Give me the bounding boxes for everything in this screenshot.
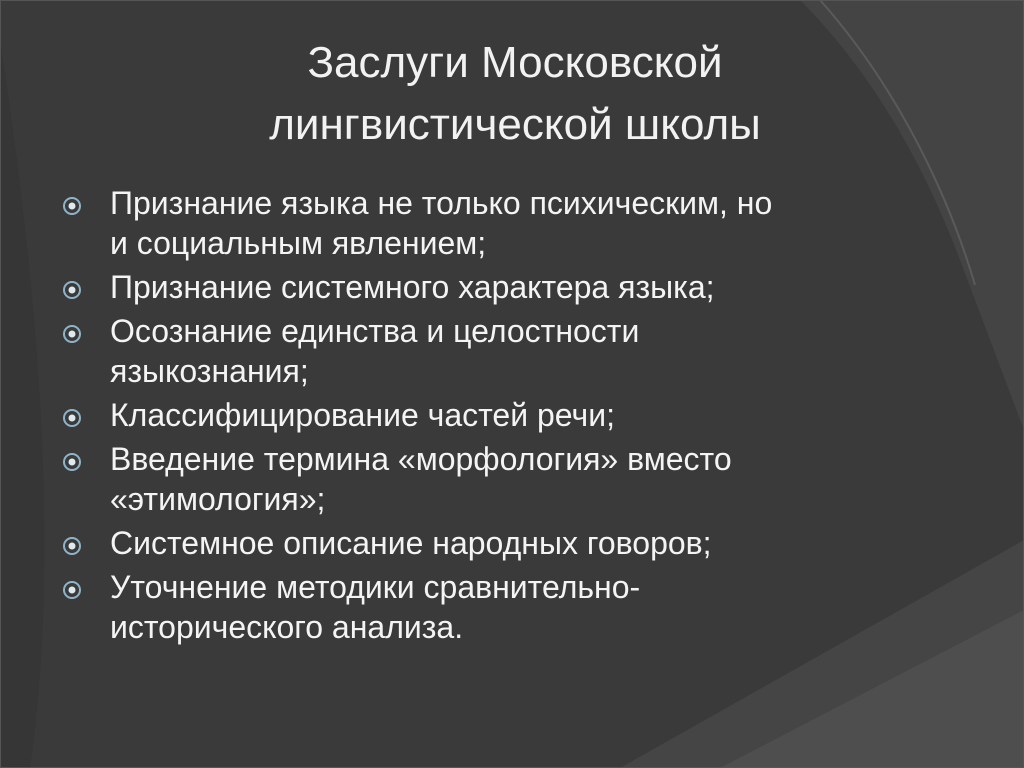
slide-title-line-2: лингвистической школы xyxy=(269,100,761,149)
bullet-text: Признание языка не только психическим, но и социальным явлением; xyxy=(110,185,773,261)
bullet-item xyxy=(62,439,962,519)
circled-dot-icon xyxy=(62,196,82,216)
bullet-item xyxy=(62,395,962,435)
bullet-item xyxy=(62,523,962,563)
bullet-item xyxy=(62,567,962,647)
bullet-list xyxy=(62,183,962,651)
bullet-item xyxy=(62,183,962,263)
slide-title xyxy=(165,32,865,156)
circled-dot-icon xyxy=(62,280,82,300)
circled-dot-icon xyxy=(62,536,82,556)
circled-dot-icon xyxy=(62,408,82,428)
bullet-text: Системное описание народных говоров; xyxy=(110,525,712,561)
bullet-item xyxy=(62,267,962,307)
slide-title-line-1: Заслуги Московской xyxy=(307,38,723,87)
bullet-text: Классифицирование частей речи; xyxy=(110,397,615,433)
circled-dot-icon xyxy=(62,580,82,600)
bullet-text: Признание системного характера языка; xyxy=(110,269,715,305)
bullet-item xyxy=(62,311,962,391)
bullet-text: Осознание единства и целостности языкознания; xyxy=(110,313,640,389)
bullet-text: Введение термина «морфология» вместо «этимология»; xyxy=(110,441,732,517)
circled-dot-icon xyxy=(62,324,82,344)
bullet-text: Уточнение методики сравнительно- исторического анализа. xyxy=(110,569,641,645)
circled-dot-icon xyxy=(62,452,82,472)
